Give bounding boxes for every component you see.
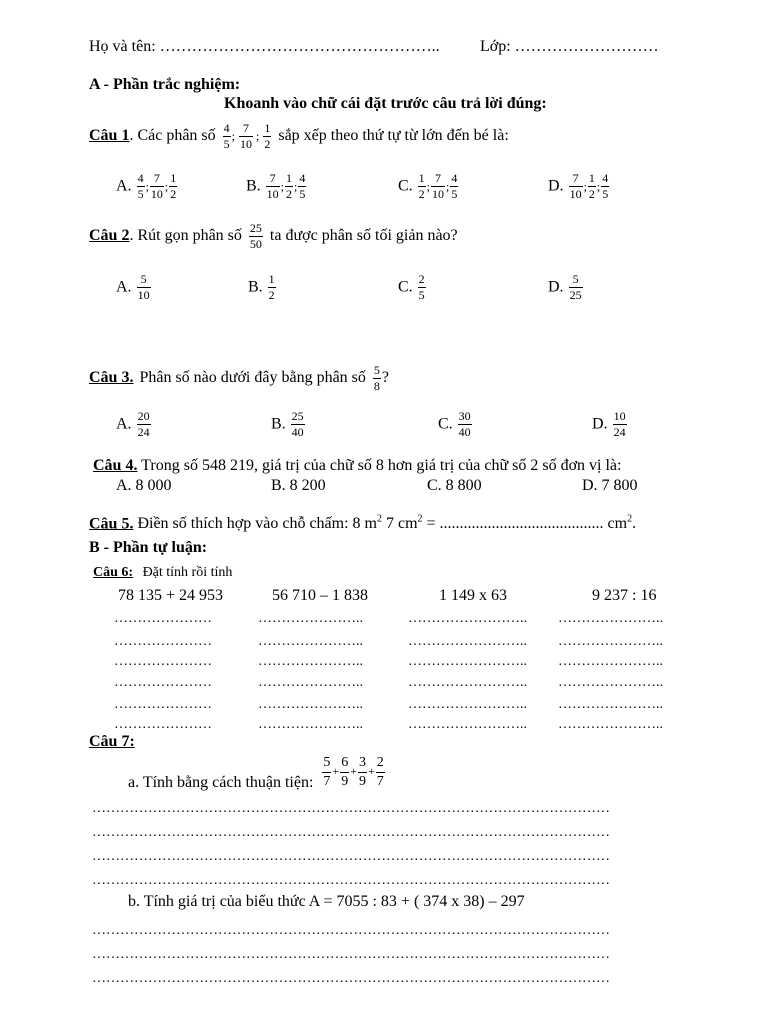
q6-answer-line[interactable]: …………………	[114, 698, 212, 712]
q6-problem-1: 78 135 + 24 953	[118, 587, 224, 604]
question-7b-text: b. Tính giá trị của biểu thức A = 7055 : 83 + ( 374 x 38) – 297	[128, 893, 525, 910]
q6-answer-line[interactable]: …………………..	[258, 635, 363, 649]
answer-line[interactable]: …………………………………………………………………………………………………	[92, 826, 610, 840]
question-4-label: Câu 4.	[93, 457, 138, 474]
q6-answer-line[interactable]: …………………	[114, 635, 212, 649]
section-b-title: B - Phần tự luận:	[89, 539, 208, 556]
class-field-label: Lớp: ………………………	[480, 38, 659, 55]
answer-line[interactable]: …………………………………………………………………………………………………	[92, 802, 610, 816]
question-7a-text: a. Tính bằng cách thuận tiện:	[128, 774, 314, 791]
q6-answer-line[interactable]: …………………..	[558, 612, 663, 626]
question-6-instruction: Đặt tính rồi tính	[142, 565, 233, 580]
q6-answer-line[interactable]: …………………..	[258, 655, 363, 669]
question-3	[89, 364, 389, 393]
question-4	[93, 457, 621, 475]
fraction: $\frac{1}{2}$	[264, 121, 271, 152]
question-5-text: Điền số thích hợp vào chỗ chấm: 8 $m^2$ 7 $cm^2$ = ......................................... $cm^2$.	[137, 514, 637, 533]
question-3-prefix: Phân số nào dưới đây bằng phân số	[139, 369, 366, 387]
question-1-suffix: sắp xếp theo thứ tự từ lớn đến bé là:	[278, 127, 509, 145]
q6-answer-line[interactable]: …………………..	[258, 676, 363, 690]
q6-answer-line[interactable]: …………………	[114, 718, 212, 732]
q6-problem-4: 9 237 : 16	[592, 587, 657, 604]
fraction: $\frac{4}{5}$	[223, 121, 230, 152]
q6-problem-3: 1 149 x 63	[439, 587, 507, 604]
q6-answer-line[interactable]: …………………..	[558, 676, 663, 690]
fraction: $\frac{5}{8}$	[373, 363, 380, 394]
question-4-text: Trong số 548 219, giá trị của chữ số 8 hơn giá trị của chữ số 2 số đơn vị là:	[141, 457, 622, 474]
question-2	[89, 222, 458, 251]
fraction: $\frac{2}{7}$	[376, 755, 384, 789]
q6-answer-line[interactable]: …………………..	[258, 612, 363, 626]
q6-answer-line[interactable]: ……………………..	[408, 612, 527, 626]
question-3-label: Câu 3.	[89, 369, 134, 387]
answer-line[interactable]: …………………………………………………………………………………………………	[92, 850, 610, 864]
fraction: $\frac{5}{7}$	[323, 755, 331, 789]
q6-problem-2: 56 710 – 1 838	[272, 587, 368, 604]
section-a-instruction: Khoanh vào chữ cái đặt trước câu trả lời đúng:	[224, 95, 547, 112]
q6-answer-line[interactable]: …………………	[114, 612, 212, 626]
q6-answer-line[interactable]: …………………	[114, 655, 212, 669]
q2-option-d[interactable]: D. $\frac{5}{25}$	[548, 272, 582, 303]
q1-option-b[interactable]: B. $\frac{7}{10}$ ; $\frac{1}{2}$ ; $\frac{4}{5}$	[246, 171, 306, 202]
q6-answer-line[interactable]: ……………………..	[408, 676, 527, 690]
question-1-prefix: . Các phân số	[129, 127, 216, 145]
q6-answer-line[interactable]: …………………..	[558, 698, 663, 712]
question-7a: a. Tính bằng cách thuận tiện: $\frac{5}{7}$ + $\frac{6}{9}$ + $\frac{3}{9}$ + $\frac{2}{7}$	[128, 752, 386, 792]
q2-option-b[interactable]: B. $\frac{1}{2}$	[248, 272, 275, 303]
question-2-prefix: . Rút gọn phân số	[129, 227, 242, 245]
question-3-suffix: ?	[381, 369, 389, 387]
q3-option-d[interactable]: D. $\frac{10}{24}$	[592, 409, 626, 440]
question-2-label: Câu 2	[89, 227, 130, 245]
question-5	[89, 514, 636, 534]
question-1: Câu 1 . Các phân số $\frac{4}{5}$ ; $\frac{7}{10}$ ; $\frac{1}{2}$ sắp xếp theo thứ tự từ lớn đến bé là:	[89, 121, 509, 152]
question-6-label: Câu 6:	[93, 565, 134, 580]
q2-option-a[interactable]: A. $\frac{5}{10}$	[116, 272, 150, 303]
q3-option-a[interactable]: A. $\frac{20}{24}$	[116, 409, 150, 440]
q4-option-a[interactable]: A. 8 000	[116, 477, 172, 494]
fraction: $\frac{25}{50}$	[249, 221, 262, 252]
answer-line[interactable]: …………………………………………………………………………………………………	[92, 972, 610, 986]
question-1-label: Câu 1	[89, 127, 130, 145]
q4-option-d[interactable]: D. 7 800	[582, 477, 638, 494]
q6-answer-line[interactable]: …………………..	[558, 655, 663, 669]
q6-answer-line[interactable]: ……………………..	[408, 635, 527, 649]
question-2-suffix: ta được phân số tối giản nào?	[269, 227, 458, 245]
fraction: $\frac{7}{10}$	[240, 121, 252, 152]
q1-option-d[interactable]: D. $\frac{7}{10}$ ; $\frac{1}{2}$ ; $\frac{4}{5}$	[548, 171, 609, 202]
answer-line[interactable]: …………………………………………………………………………………………………	[92, 924, 610, 938]
q6-answer-line[interactable]: …………………..	[558, 635, 663, 649]
answer-line[interactable]: …………………………………………………………………………………………………	[92, 874, 610, 888]
q6-answer-line[interactable]: …………………	[114, 676, 212, 690]
q6-answer-line[interactable]: …………………..	[558, 718, 663, 732]
fraction: $\frac{3}{9}$	[358, 755, 366, 789]
name-field-label: Họ và tên: ……………………………………………..	[89, 38, 440, 55]
q6-answer-line[interactable]: ……………………..	[408, 718, 527, 732]
q6-answer-line[interactable]: ……………………..	[408, 698, 527, 712]
q3-option-c[interactable]: C. $\frac{30}{40}$	[438, 409, 471, 440]
question-7-label: Câu 7:	[89, 733, 135, 750]
q1-option-a[interactable]: A. $\frac{4}{5}$ ; $\frac{7}{10}$ ; $\frac{1}{2}$	[116, 171, 177, 202]
question-5-label: Câu 5.	[89, 515, 134, 533]
section-a-title: A - Phần trắc nghiệm:	[89, 76, 241, 93]
q6-answer-line[interactable]: …………………..	[258, 718, 363, 732]
q4-option-b[interactable]: B. 8 200	[271, 477, 326, 494]
q6-answer-line[interactable]: …………………..	[258, 698, 363, 712]
q6-answer-line[interactable]: ……………………..	[408, 655, 527, 669]
q2-option-c[interactable]: C. $\frac{2}{5}$	[398, 272, 425, 303]
fraction: $\frac{6}{9}$	[341, 755, 349, 789]
q1-option-c[interactable]: C. $\frac{1}{2}$ ; $\frac{7}{10}$ ; $\frac{4}{5}$	[398, 171, 458, 202]
answer-line[interactable]: …………………………………………………………………………………………………	[92, 948, 610, 962]
q3-option-b[interactable]: B. $\frac{25}{40}$	[271, 409, 304, 440]
question-6	[93, 565, 232, 581]
q4-option-c[interactable]: C. 8 800	[427, 477, 482, 494]
